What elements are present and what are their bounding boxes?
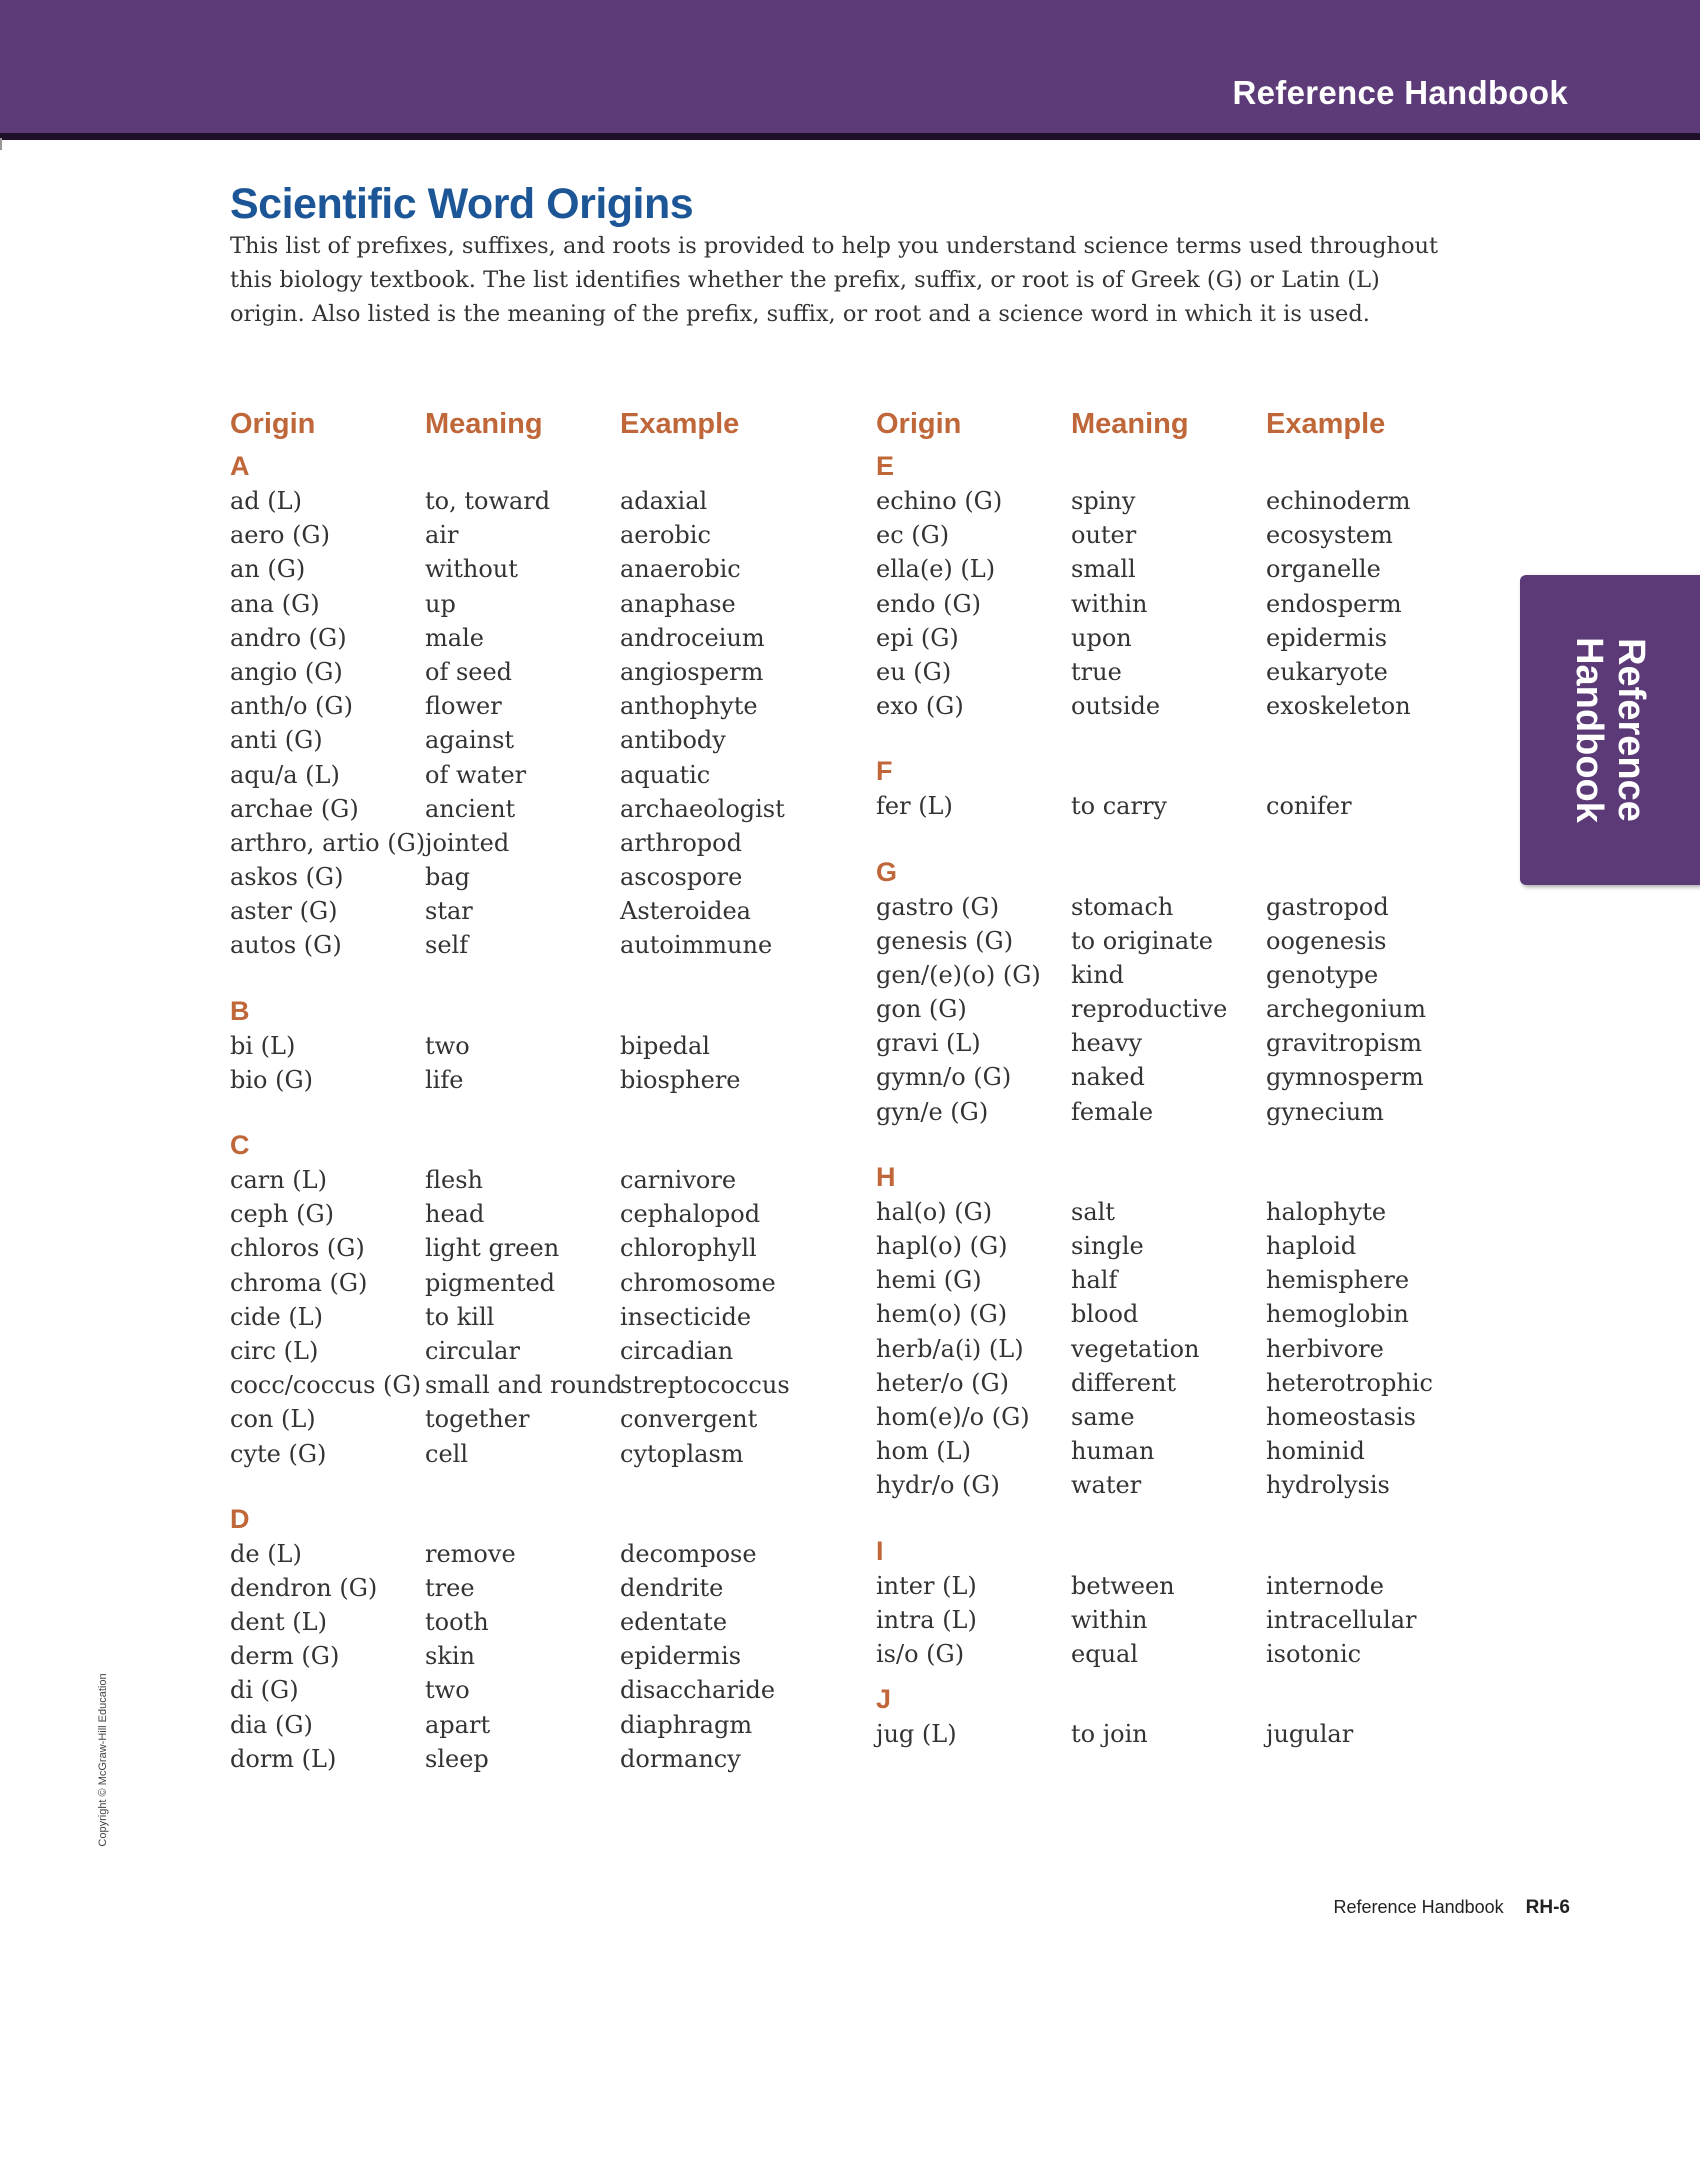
meaning-cell: spiny bbox=[1071, 487, 1136, 515]
origin-cell: gon (G) bbox=[876, 995, 967, 1024]
word-origin-row bbox=[876, 1195, 1496, 1229]
origin-cell: ceph (G) bbox=[230, 1200, 334, 1229]
origin-cell: di (G) bbox=[230, 1676, 299, 1705]
word-origin-row bbox=[230, 552, 850, 586]
word-origin-row bbox=[876, 1717, 1496, 1751]
section-letter: A bbox=[230, 451, 250, 481]
word-origin-row bbox=[876, 1366, 1496, 1400]
origin-cell: is/o (G) bbox=[876, 1639, 965, 1668]
origin-cell: angio (G) bbox=[230, 657, 343, 686]
example-cell: streptococcus bbox=[620, 1371, 790, 1400]
meaning-cell: naked bbox=[1071, 1063, 1145, 1092]
meaning-cell: self bbox=[425, 931, 469, 960]
origin-cell: chroma (G) bbox=[230, 1268, 368, 1297]
origin-cell: de (L) bbox=[230, 1539, 302, 1568]
example-cell: anaphase bbox=[620, 589, 736, 618]
word-origin-row bbox=[876, 890, 1496, 924]
example-cell: gravitropism bbox=[1266, 1029, 1423, 1058]
word-origin-row bbox=[230, 1334, 850, 1368]
word-origin-row bbox=[230, 1300, 850, 1334]
word-origin-row bbox=[876, 958, 1496, 992]
example-cell: eukaryote bbox=[1266, 657, 1388, 686]
origin-cell: ec (G) bbox=[876, 521, 950, 550]
meaning-cell: pigmented bbox=[425, 1268, 556, 1297]
meaning-cell: to, toward bbox=[425, 487, 551, 515]
meaning-cell: two bbox=[425, 1031, 470, 1060]
origin-cell: chloros (G) bbox=[230, 1234, 365, 1263]
origin-cell: cyte (G) bbox=[230, 1439, 327, 1468]
origin-cell: fer (L) bbox=[876, 792, 953, 821]
meaning-cell: flower bbox=[425, 692, 502, 721]
meaning-cell: to carry bbox=[1071, 792, 1167, 821]
word-origin-row bbox=[230, 1742, 850, 1776]
section-letter: J bbox=[876, 1684, 892, 1715]
word-origin-row bbox=[230, 860, 850, 894]
example-cell: epidermis bbox=[620, 1642, 742, 1671]
word-origin-row bbox=[230, 621, 850, 655]
example-cell: bipedal bbox=[620, 1031, 710, 1060]
origin-cell: echino (G) bbox=[876, 487, 1003, 515]
origin-cell: cocc/coccus (G) bbox=[230, 1371, 421, 1400]
word-origin-row bbox=[876, 1468, 1496, 1502]
example-cell: arthropod bbox=[620, 828, 742, 857]
origin-cell: autos (G) bbox=[230, 931, 342, 960]
meaning-header: Meaning bbox=[1071, 408, 1189, 440]
word-origin-row bbox=[876, 1229, 1496, 1263]
meaning-cell: outer bbox=[1071, 521, 1137, 550]
footer-label: Reference Handbook bbox=[1333, 1897, 1504, 1917]
meaning-cell: salt bbox=[1071, 1197, 1115, 1226]
meaning-cell: cell bbox=[425, 1439, 468, 1468]
section-letter: G bbox=[876, 856, 898, 887]
example-header: Example bbox=[620, 408, 740, 440]
word-origin-row bbox=[230, 1639, 850, 1673]
meaning-header: Meaning bbox=[425, 408, 543, 440]
word-origin-row bbox=[876, 992, 1496, 1026]
word-origin-row bbox=[876, 484, 1496, 518]
section-gap bbox=[230, 1097, 850, 1127]
section-side-tab[interactable] bbox=[1520, 575, 1700, 885]
word-origin-row bbox=[876, 621, 1496, 655]
page-title: Scientific Word Origins bbox=[230, 180, 694, 228]
example-cell: dormancy bbox=[620, 1744, 741, 1773]
meaning-cell: up bbox=[425, 589, 456, 618]
meaning-cell: female bbox=[1071, 1097, 1154, 1126]
origin-cell: heter/o (G) bbox=[876, 1368, 1010, 1397]
origin-cell: askos (G) bbox=[230, 863, 344, 892]
word-origin-row bbox=[230, 1402, 850, 1436]
word-origin-row bbox=[230, 1231, 850, 1265]
origin-cell: intra (L) bbox=[876, 1605, 977, 1634]
word-origin-row bbox=[876, 689, 1496, 723]
example-cell: halophyte bbox=[1266, 1197, 1387, 1226]
meaning-cell: stomach bbox=[1071, 892, 1174, 921]
origin-cell: ad (L) bbox=[230, 487, 302, 515]
meaning-cell: heavy bbox=[1071, 1029, 1143, 1058]
word-origin-row bbox=[230, 1163, 850, 1197]
example-cell: haploid bbox=[1266, 1232, 1357, 1260]
intro-line: origin. Also listed is the meaning of the prefix, suffix, or root and a science word in which it is used. bbox=[230, 301, 1370, 327]
meaning-cell: single bbox=[1071, 1232, 1144, 1260]
origin-cell: an (G) bbox=[230, 555, 306, 584]
word-origin-row bbox=[876, 587, 1496, 621]
meaning-cell: head bbox=[425, 1200, 485, 1229]
origin-cell: derm (G) bbox=[230, 1642, 340, 1671]
section-letter: F bbox=[876, 756, 893, 787]
meaning-cell: upon bbox=[1071, 623, 1132, 652]
origin-cell: epi (G) bbox=[876, 623, 959, 652]
example-cell: hominid bbox=[1266, 1437, 1365, 1466]
section-gap bbox=[876, 824, 1496, 854]
margin-mark bbox=[0, 138, 2, 150]
origin-cell: genesis (G) bbox=[876, 926, 1014, 955]
example-cell: hemisphere bbox=[1266, 1266, 1410, 1295]
word-origin-row bbox=[230, 1673, 850, 1707]
origin-cell: herb/a(i) (L) bbox=[876, 1334, 1024, 1363]
example-cell: chlorophyll bbox=[620, 1234, 757, 1263]
word-origin-row bbox=[876, 1095, 1496, 1129]
word-origin-row bbox=[230, 655, 850, 689]
example-cell: insecticide bbox=[620, 1302, 752, 1331]
word-origin-row bbox=[230, 1437, 850, 1471]
meaning-cell: different bbox=[1071, 1368, 1177, 1397]
origin-cell: hem(o) (G) bbox=[876, 1300, 1008, 1329]
word-origin-row bbox=[876, 552, 1496, 586]
word-origin-row bbox=[876, 789, 1496, 823]
meaning-cell: outside bbox=[1071, 692, 1161, 721]
meaning-cell: circular bbox=[425, 1336, 520, 1365]
word-origin-row bbox=[876, 1434, 1496, 1468]
example-cell: biosphere bbox=[620, 1065, 741, 1094]
word-origin-row bbox=[230, 518, 850, 552]
origin-cell: con (L) bbox=[230, 1405, 316, 1434]
example-cell: autoimmune bbox=[620, 931, 773, 960]
origin-header: Origin bbox=[230, 408, 316, 440]
meaning-cell: male bbox=[425, 623, 484, 652]
word-origin-row bbox=[230, 758, 850, 792]
origin-cell: arthro, artio (G) bbox=[230, 828, 426, 857]
example-cell: Asteroidea bbox=[620, 897, 751, 926]
example-cell: aquatic bbox=[620, 760, 711, 789]
example-cell: epidermis bbox=[1266, 623, 1388, 652]
example-cell: exoskeleton bbox=[1266, 692, 1411, 721]
meaning-cell: to originate bbox=[1071, 926, 1213, 955]
meaning-cell: light green bbox=[425, 1234, 560, 1263]
meaning-cell: between bbox=[1071, 1571, 1175, 1600]
example-cell: chromosome bbox=[620, 1268, 776, 1297]
origin-cell: hom (L) bbox=[876, 1437, 971, 1466]
meaning-cell: to kill bbox=[425, 1302, 495, 1331]
word-origin-row bbox=[230, 894, 850, 928]
section-letter: C bbox=[230, 1130, 250, 1160]
meaning-cell: sleep bbox=[425, 1744, 489, 1773]
origin-cell: bi (L) bbox=[230, 1031, 296, 1060]
example-header: Example bbox=[1266, 408, 1386, 440]
meaning-cell: ancient bbox=[425, 794, 516, 823]
example-cell: ecosystem bbox=[1266, 521, 1393, 550]
word-origin-row bbox=[876, 1569, 1496, 1603]
word-origin-row bbox=[230, 1571, 850, 1605]
example-cell: hydrolysis bbox=[1266, 1471, 1390, 1500]
word-origin-row bbox=[876, 1297, 1496, 1331]
section-letter: B bbox=[230, 995, 250, 1026]
example-cell: gynecium bbox=[1266, 1097, 1384, 1126]
meaning-cell: of water bbox=[425, 760, 527, 789]
meaning-cell: true bbox=[1071, 657, 1122, 686]
word-origin-row bbox=[230, 1197, 850, 1231]
meaning-cell: to join bbox=[1071, 1720, 1148, 1749]
example-cell: circadian bbox=[620, 1336, 734, 1365]
meaning-cell: kind bbox=[1071, 960, 1125, 989]
meaning-cell: air bbox=[425, 521, 459, 550]
side-tab-label bbox=[1568, 637, 1652, 823]
example-cell: adaxial bbox=[620, 487, 708, 515]
example-cell: internode bbox=[1266, 1571, 1384, 1600]
word-origin-row bbox=[876, 1603, 1496, 1637]
origin-cell: gen/(e)(o) (G) bbox=[876, 960, 1041, 989]
origin-cell: gastro (G) bbox=[876, 892, 1000, 921]
example-cell: oogenesis bbox=[1266, 926, 1387, 955]
copyright-notice: Copyright © McGraw-Hill Education bbox=[97, 1673, 109, 1847]
origin-cell: andro (G) bbox=[230, 623, 347, 652]
example-cell: organelle bbox=[1266, 555, 1381, 584]
example-cell: decompose bbox=[620, 1539, 757, 1568]
origin-cell: dendron (G) bbox=[230, 1573, 378, 1602]
example-cell: gastropod bbox=[1266, 892, 1389, 921]
origin-cell: dia (G) bbox=[230, 1710, 313, 1739]
example-cell: genotype bbox=[1266, 960, 1379, 989]
origin-cell: archae (G) bbox=[230, 794, 359, 823]
page-number: RH-6 bbox=[1525, 1897, 1570, 1918]
origin-cell: anti (G) bbox=[230, 726, 323, 755]
origin-cell: aster (G) bbox=[230, 897, 338, 926]
word-origin-row bbox=[230, 928, 850, 962]
example-cell: edentate bbox=[620, 1608, 728, 1637]
word-origin-row bbox=[230, 587, 850, 621]
meaning-cell: apart bbox=[425, 1710, 491, 1739]
header-title: Reference Handbook bbox=[1232, 74, 1568, 111]
word-origin-row bbox=[230, 723, 850, 757]
example-cell: herbivore bbox=[1266, 1334, 1384, 1363]
origin-cell: hom(e)/o (G) bbox=[876, 1402, 1030, 1431]
origin-cell: hydr/o (G) bbox=[876, 1471, 1000, 1500]
side-tab-line: Handbook bbox=[1568, 637, 1610, 823]
meaning-cell: together bbox=[425, 1405, 530, 1434]
meaning-cell: life bbox=[425, 1065, 464, 1094]
meaning-cell: water bbox=[1071, 1471, 1142, 1500]
meaning-cell: star bbox=[425, 897, 473, 926]
origin-cell: aqu/a (L) bbox=[230, 760, 340, 789]
origin-cell: ana (G) bbox=[230, 589, 320, 618]
example-cell: archegonium bbox=[1266, 995, 1427, 1024]
origin-cell: eu (G) bbox=[876, 657, 952, 686]
origin-cell: gravi (L) bbox=[876, 1029, 981, 1058]
word-origin-row bbox=[876, 924, 1496, 958]
meaning-cell: flesh bbox=[425, 1166, 483, 1194]
example-cell: aerobic bbox=[620, 521, 711, 550]
meaning-cell: against bbox=[425, 726, 515, 755]
section-gap bbox=[876, 1503, 1496, 1533]
origin-cell: circ (L) bbox=[230, 1336, 319, 1365]
section-letter: H bbox=[876, 1161, 896, 1192]
example-cell: isotonic bbox=[1266, 1639, 1362, 1668]
meaning-cell: vegetation bbox=[1071, 1334, 1200, 1363]
meaning-cell: small bbox=[1071, 555, 1136, 584]
section-letter: D bbox=[230, 1503, 250, 1534]
origin-cell: jug (L) bbox=[876, 1720, 957, 1749]
meaning-cell: without bbox=[425, 555, 518, 584]
word-origin-row bbox=[230, 689, 850, 723]
header-shadow bbox=[0, 133, 1700, 140]
word-origin-row bbox=[230, 1266, 850, 1300]
meaning-cell: blood bbox=[1071, 1300, 1139, 1329]
header-bar bbox=[0, 0, 1700, 133]
word-origin-row bbox=[230, 1708, 850, 1742]
section-letter: E bbox=[876, 451, 895, 481]
section-gap bbox=[876, 723, 1496, 753]
example-cell: gymnosperm bbox=[1266, 1063, 1424, 1092]
example-cell: jugular bbox=[1266, 1720, 1354, 1749]
example-cell: disaccharide bbox=[620, 1676, 776, 1705]
origin-cell: aero (G) bbox=[230, 521, 330, 550]
word-origin-row bbox=[230, 1368, 850, 1402]
example-cell: echinoderm bbox=[1266, 487, 1411, 515]
meaning-cell: tooth bbox=[425, 1608, 489, 1637]
example-cell: anthophyte bbox=[620, 692, 758, 721]
example-cell: ascospore bbox=[620, 863, 743, 892]
section-gap bbox=[876, 1671, 1496, 1681]
meaning-cell: remove bbox=[425, 1539, 516, 1568]
origin-cell: endo (G) bbox=[876, 589, 981, 618]
word-origin-row bbox=[230, 484, 850, 518]
section-letter: I bbox=[876, 1535, 884, 1566]
section-gap bbox=[876, 1129, 1496, 1159]
origin-cell: hal(o) (G) bbox=[876, 1197, 993, 1226]
origin-header: Origin bbox=[876, 408, 962, 440]
example-cell: hemoglobin bbox=[1266, 1300, 1409, 1329]
word-origin-row bbox=[230, 1537, 850, 1571]
example-cell: antibody bbox=[620, 726, 726, 755]
intro-line: this biology textbook. The list identifies whether the prefix, suffix, or root is of Greek (G) or Latin (L) bbox=[230, 267, 1380, 293]
origin-cell: ella(e) (L) bbox=[876, 555, 996, 584]
intro-line: This list of prefixes, suffixes, and roots is provided to help you understand science terms used throughout bbox=[230, 233, 1439, 259]
example-cell: anaerobic bbox=[620, 555, 741, 584]
origin-cell: bio (G) bbox=[230, 1065, 314, 1094]
meaning-cell: reproductive bbox=[1071, 995, 1228, 1024]
origin-cell: dent (L) bbox=[230, 1608, 327, 1637]
side-tab-line: Reference bbox=[1610, 638, 1652, 822]
origin-cell: inter (L) bbox=[876, 1571, 977, 1600]
meaning-cell: human bbox=[1071, 1437, 1155, 1466]
example-cell: archaeologist bbox=[620, 794, 785, 823]
word-origin-row bbox=[876, 1400, 1496, 1434]
word-origin-row bbox=[876, 1332, 1496, 1366]
origin-cell: cide (L) bbox=[230, 1302, 323, 1331]
example-cell: diaphragm bbox=[620, 1710, 753, 1739]
origin-cell: hemi (G) bbox=[876, 1266, 982, 1295]
origin-cell: gyn/e (G) bbox=[876, 1097, 989, 1126]
word-origin-row bbox=[876, 1060, 1496, 1094]
word-origin-row bbox=[876, 518, 1496, 552]
word-origin-row bbox=[230, 1029, 850, 1063]
example-cell: convergent bbox=[620, 1405, 758, 1434]
meaning-cell: within bbox=[1071, 589, 1148, 618]
meaning-cell: jointed bbox=[425, 828, 510, 857]
meaning-cell: two bbox=[425, 1676, 470, 1705]
word-origin-row bbox=[230, 792, 850, 826]
intro-paragraph bbox=[230, 229, 1470, 331]
origin-cell: anth/o (G) bbox=[230, 692, 353, 721]
meaning-cell: bag bbox=[425, 863, 471, 892]
word-origin-row bbox=[876, 1263, 1496, 1297]
origin-cell: exo (G) bbox=[876, 692, 964, 721]
example-cell: angiosperm bbox=[620, 657, 764, 686]
column-headers bbox=[876, 408, 1496, 448]
word-origins-left-column bbox=[230, 408, 850, 1776]
column-headers bbox=[230, 408, 850, 448]
example-cell: cephalopod bbox=[620, 1200, 761, 1229]
word-origin-row bbox=[230, 1605, 850, 1639]
section-gap bbox=[230, 1471, 850, 1501]
origin-cell: hapl(o) (G) bbox=[876, 1232, 1008, 1260]
word-origin-row bbox=[876, 1026, 1496, 1060]
example-cell: carnivore bbox=[620, 1166, 737, 1194]
origin-cell: carn (L) bbox=[230, 1166, 327, 1194]
origin-cell: dorm (L) bbox=[230, 1744, 337, 1773]
example-cell: conifer bbox=[1266, 792, 1352, 821]
example-cell: heterotrophic bbox=[1266, 1368, 1433, 1397]
page-footer bbox=[1334, 1897, 1570, 1919]
word-origin-row bbox=[876, 1637, 1496, 1671]
meaning-cell: of seed bbox=[425, 657, 513, 686]
example-cell: homeostasis bbox=[1266, 1402, 1416, 1431]
example-cell: androceium bbox=[620, 623, 765, 652]
meaning-cell: small and round bbox=[425, 1371, 623, 1400]
section-gap bbox=[230, 963, 850, 993]
meaning-cell: tree bbox=[425, 1573, 475, 1602]
word-origins-right-column bbox=[876, 408, 1496, 1751]
origin-cell: gymn/o (G) bbox=[876, 1063, 1012, 1092]
word-origin-row bbox=[230, 826, 850, 860]
example-cell: cytoplasm bbox=[620, 1439, 744, 1468]
example-cell: dendrite bbox=[620, 1573, 724, 1602]
meaning-cell: skin bbox=[425, 1642, 475, 1671]
meaning-cell: half bbox=[1071, 1266, 1118, 1295]
meaning-cell: same bbox=[1071, 1402, 1135, 1431]
example-cell: endosperm bbox=[1266, 589, 1402, 618]
word-origin-row bbox=[230, 1063, 850, 1097]
example-cell: intracellular bbox=[1266, 1605, 1417, 1634]
word-origin-row bbox=[876, 655, 1496, 689]
meaning-cell: within bbox=[1071, 1605, 1148, 1634]
meaning-cell: equal bbox=[1071, 1639, 1139, 1668]
